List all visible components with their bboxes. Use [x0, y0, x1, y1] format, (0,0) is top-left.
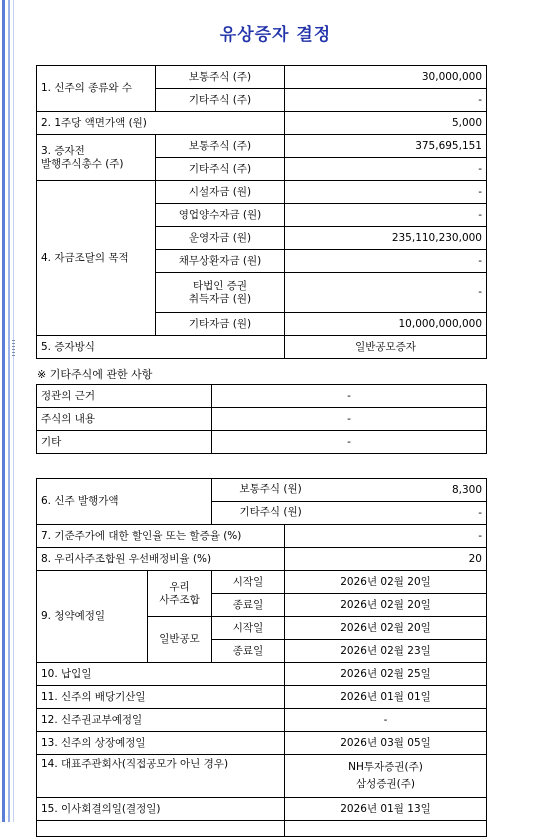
row-label: 주식의 내용: [37, 408, 212, 431]
lead-manager-label: 14. 대표주관회사(직접공모가 아닌 경우): [37, 755, 285, 798]
table-continuation-value: [285, 821, 487, 837]
row-value: -: [285, 250, 487, 273]
end-date-label: 종료일: [212, 594, 285, 617]
resize-grip[interactable]: [12, 340, 15, 358]
esop-end-date: 2026년 02월 20일: [285, 594, 487, 617]
start-date-label: 시작일: [212, 617, 285, 640]
subscription-date-label: 9. 청약예정일: [37, 571, 148, 663]
esop-ratio-label: 8. 우리사주조합원 우선배정비율 (%): [37, 548, 285, 571]
public-end-date: 2026년 02월 23일: [285, 640, 487, 663]
issue-details-table: [36, 478, 487, 837]
row-label: 보통주식 (주): [156, 135, 285, 158]
par-value: 5,000: [285, 112, 487, 135]
board-resolution-label: 15. 이사회결의일(결정일): [37, 798, 285, 821]
row-value: -: [212, 385, 487, 408]
row-value: 8,300: [451, 483, 482, 496]
row-label: 채무상환자금 (원): [156, 250, 285, 273]
row-label: 시설자금 (원): [156, 181, 285, 204]
payment-date: 2026년 02월 25일: [285, 663, 487, 686]
row-label: 기타주식 (주): [156, 158, 285, 181]
public-start-date: 2026년 02월 20일: [285, 617, 487, 640]
row-label: 보통주식 (주): [156, 66, 285, 89]
discount-rate-label: 7. 기준주가에 대한 할인율 또는 할증율 (%): [37, 525, 285, 548]
row-label: 보통주식 (원): [239, 483, 302, 495]
issue-price-label: 6. 신주 발행가액: [37, 479, 212, 525]
issue-method-value: 일반공모증자: [285, 336, 487, 359]
row-value: 375,695,151: [285, 135, 487, 158]
certificate-delivery-label: 12. 신주권교부예정일: [37, 709, 285, 732]
shares-outstanding-label: 3. 증자전 발행주식총수 (주): [37, 135, 156, 181]
esop-ratio-value: 20: [285, 548, 487, 571]
page-title: 유상증자 결정: [219, 25, 332, 45]
row-label: 기타자금 (원): [156, 313, 285, 336]
par-value-label: 2. 1주당 액면가액 (원): [37, 112, 285, 135]
row-value: -: [285, 181, 487, 204]
capital-increase-table: [36, 65, 487, 359]
payment-date-label: 10. 납입일: [37, 663, 285, 686]
start-date-label: 시작일: [212, 571, 285, 594]
row-label: 기타주식 (원): [239, 506, 302, 518]
dividend-start-date: 2026년 01월 01일: [285, 686, 487, 709]
listing-date-label: 13. 신주의 상장예정일: [37, 732, 285, 755]
issue-method-label: 5. 증자방식: [37, 336, 285, 359]
row-value: 235,110,230,000: [285, 227, 487, 250]
row-value: 30,000,000: [285, 66, 487, 89]
public-offering-label: 일반공모: [148, 617, 212, 663]
row-value: -: [285, 273, 487, 313]
other-stock-table: [36, 384, 487, 454]
listing-date: 2026년 03월 05일: [285, 732, 487, 755]
row-label: 영업양수자금 (원): [156, 204, 285, 227]
lead-manager-value: NH투자증권(주) 삼성증권(주): [285, 755, 487, 798]
row-label: 기타: [37, 431, 212, 454]
row-label: 타법인 증권 취득자금 (원): [156, 273, 285, 313]
row-label: 운영자금 (원): [156, 227, 285, 250]
left-border-decoration: [0, 0, 18, 822]
row-label: 기타주식 (주): [156, 89, 285, 112]
table-continuation: [37, 821, 285, 837]
row-value: -: [478, 506, 482, 519]
funding-purpose-label: 4. 자금조달의 목적: [37, 181, 156, 336]
certificate-delivery-date: -: [285, 709, 487, 732]
discount-rate-value: -: [285, 525, 487, 548]
new-shares-label: 1. 신주의 종류와 수: [37, 66, 156, 112]
row-value: -: [212, 408, 487, 431]
row-value: -: [285, 204, 487, 227]
end-date-label: 종료일: [212, 640, 285, 663]
row-value: 10,000,000,000: [285, 313, 487, 336]
other-stock-note: ※ 기타주식에 관한 사항: [37, 368, 153, 381]
row-value: -: [285, 89, 487, 112]
row-label: 정관의 근거: [37, 385, 212, 408]
esop-start-date: 2026년 02월 20일: [285, 571, 487, 594]
row-value: -: [285, 158, 487, 181]
esop-label: 우리 사주조합: [148, 571, 212, 617]
row-value: -: [212, 431, 487, 454]
board-resolution-date: 2026년 01월 13일: [285, 798, 487, 821]
dividend-start-label: 11. 신주의 배당기산일: [37, 686, 285, 709]
